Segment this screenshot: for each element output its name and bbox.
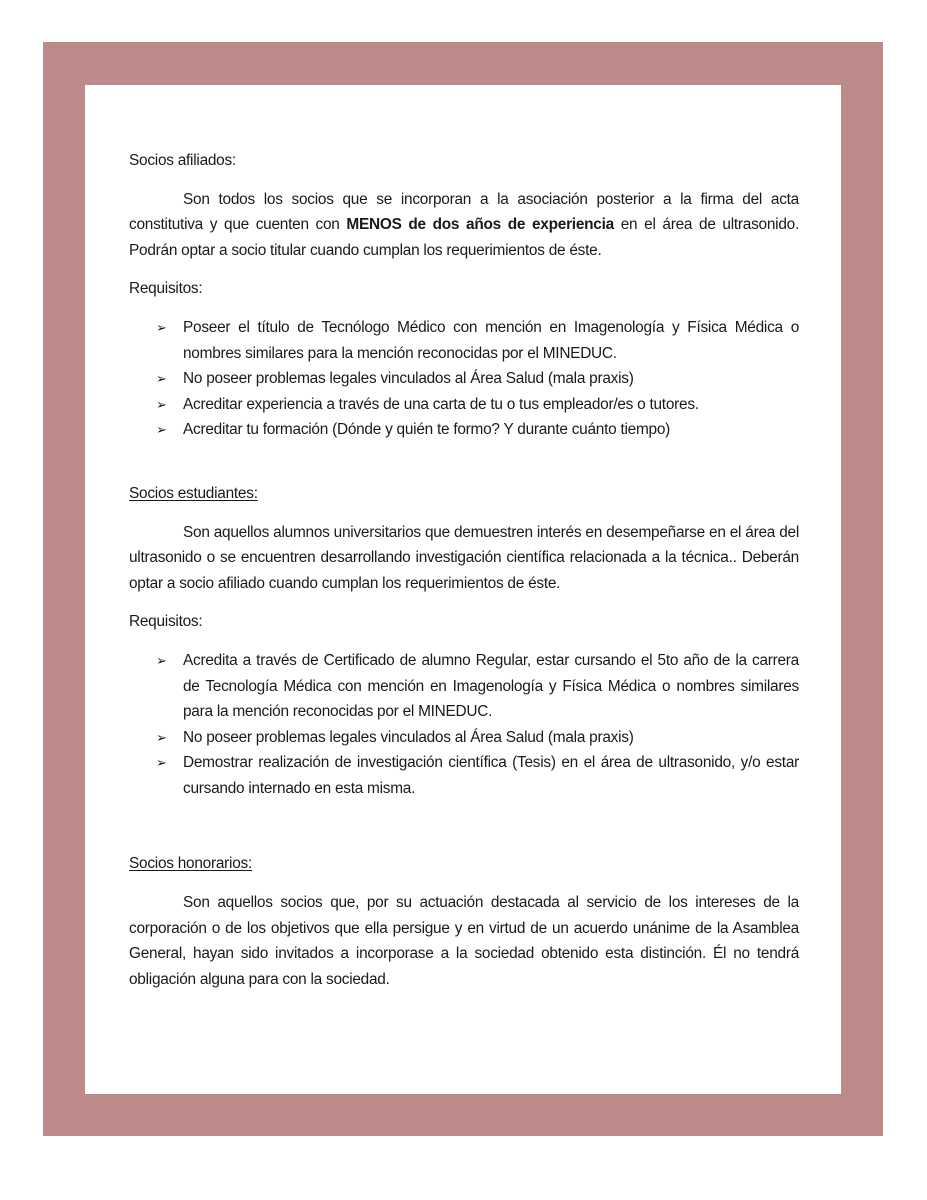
heading-requisitos-estudiantes: Requisitos: <box>129 613 203 631</box>
heading-socios-afiliados: Socios afiliados: <box>129 152 236 169</box>
arrow-bullet-icon: ➢ <box>156 319 167 335</box>
heading-requisitos-afiliados: Requisitos: <box>129 280 203 298</box>
page-border-frame <box>43 42 883 1136</box>
list-item <box>129 750 799 801</box>
arrow-bullet-icon: ➢ <box>156 422 167 438</box>
requirements-list-estudiantes <box>129 648 799 802</box>
list-item-text: Acreditar experiencia a través de una carta de tu o tus empleador/es o tutores. <box>183 395 699 413</box>
paragraph-text: en el área de ultrasonido. Podrán optar a socio titular cuando cumplan los requerimientos de éste. <box>129 216 799 259</box>
list-item-text: Poseer el título de Tecnólogo Médico con mención en Imagenología y Física Médica o nombres similares para la mención reconocidas por el MINEDUC. <box>183 318 799 362</box>
list-item <box>129 315 799 366</box>
heading-socios-estudiantes: Socios estudiantes: <box>129 484 258 502</box>
paragraph-socios-afiliados <box>129 187 799 264</box>
document-sheet <box>85 85 841 1094</box>
list-item <box>129 417 799 443</box>
paragraph-text: Son todos los socios que se incorporan a la asociación posterior a la firma del acta constitutiva y que cuenten con <box>129 190 799 234</box>
list-item <box>129 725 799 751</box>
document-content <box>129 148 799 992</box>
paragraph-socios-estudiantes: Son aquellos alumnos universitarios que demuestren interés en desempeñarse en el área del ultrasonido o se encuentren desarrollando investigación científica relacionada a la técnica.. Deberán optar a socio afiliado cuando cumplan los requerimientos de éste. <box>129 523 799 592</box>
arrow-bullet-icon: ➢ <box>156 652 167 668</box>
list-item-text: Acredita a través de Certificado de alumno Regular, estar cursando el 5to año de la carrera de Tecnología Médica con mención en Imagenología y Física Médica o nombres similares para la mención reconocidas por el MINEDUC. <box>183 651 799 721</box>
list-item-text: Demostrar realización de investigación científica (Tesis) en el área de ultrasonido, y/o estar cursando internado en esta misma. <box>183 754 799 797</box>
arrow-bullet-icon: ➢ <box>156 396 167 412</box>
list-item <box>129 366 799 392</box>
heading-socios-honorarios: Socios honorarios: <box>129 855 252 873</box>
list-item-text: No poseer problemas legales vinculados al Área Salud (mala praxis) <box>183 370 634 388</box>
paragraph-socios-honorarios: Son aquellos socios que, por su actuación destacada al servicio de los intereses de la corporación o de los objetivos que ella persigue y en virtud de un acuerdo unánime de la Asamblea General, hayan sido invitados a incorporase a la sociedad obtenido esta distinción. Él no tendrá obligación alguna para con la sociedad. <box>129 894 799 988</box>
requirements-list-afiliados <box>129 315 799 443</box>
arrow-bullet-icon: ➢ <box>156 755 167 771</box>
arrow-bullet-icon: ➢ <box>156 371 167 387</box>
list-item-text: Acreditar tu formación (Dónde y quién te formo? Y durante cuánto tiempo) <box>183 421 671 439</box>
arrow-bullet-icon: ➢ <box>156 729 167 745</box>
emphasis-text: MENOS de dos años de experiencia <box>346 216 614 234</box>
list-item-text: No poseer problemas legales vinculados al Área Salud (mala praxis) <box>183 728 634 746</box>
list-item <box>129 392 799 418</box>
list-item <box>129 648 799 725</box>
